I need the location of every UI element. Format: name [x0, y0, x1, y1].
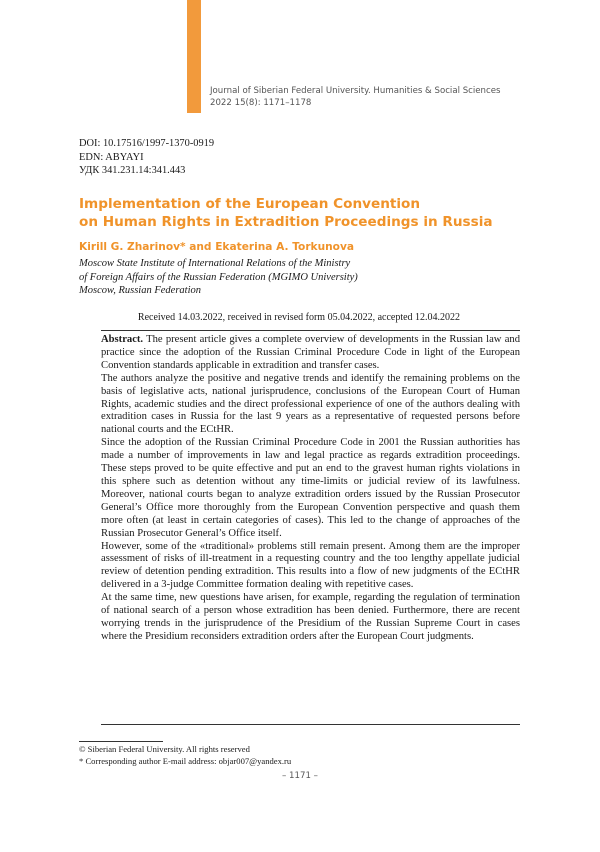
abstract: [101, 334, 520, 644]
affiliation-line-3: Moscow, Russian Federation: [79, 285, 202, 296]
copyright-note: © Siberian Federal University. All rights reserved: [79, 744, 250, 754]
title-line-2: on Human Rights in Extradition Proceedings in Russia: [79, 213, 493, 230]
journal-header: [210, 86, 501, 109]
title-line-1: Implementation of the European Convention: [79, 196, 421, 212]
journal-volume: 2022 15(8): 1171–1178: [210, 97, 312, 108]
edn: EDN: ABYAYI: [79, 151, 144, 163]
doi: DOI: 10.17516/1997-1370-0919: [79, 138, 215, 149]
article-title: [79, 196, 519, 231]
affiliation-line-2: of Foreign Affairs of the Russian Federation (MGIMO University): [79, 271, 358, 283]
affiliation-line-1: Moscow State Institute of International Relations of the Ministry: [79, 258, 351, 269]
received-dates: Received 14.03.2022, received in revised form 05.04.2022, accepted 12.04.2022: [137, 312, 461, 323]
abstract-paragraph-3: Since the adoption of the Russian Criminal Procedure Code in 2001 the Russian authorities has made a number of improvements in law and legal practice as regards extradition proceedings. These steps proved to be quite effective and put an end to the gravest human rights violations in this sphere such as detention without any time-limits or judicial review of its lawfulness. Moreover, national courts began to analyze extradition orders issued by the Russian Prosecutor General’s Office more thoroughly from the European Convention perspective and quash them more often (at least in certain categories of cases). This led to the change of approaches of the Russian Prosecutor General’s Office itself.: [101, 437, 520, 539]
abstract-paragraph-5: At the same time, new questions have arisen, for example, regarding the regulation of termination of national search of a person whose extradition has been denied. Furthermore, there are recent worrying trends in the jurisprudence of the Presidium of the Russian Supreme Court in cases where the Presidium reconsiders extradition orders after the European Court judgments.: [101, 592, 520, 642]
abstract-paragraph-1: [101, 334, 520, 373]
journal-accent-bar: [187, 0, 201, 113]
page-number: – 1171 –: [282, 771, 318, 781]
abstract-label: Abstract.: [101, 334, 144, 345]
abstract-paragraph-4: However, some of the «traditional» problems still remain present. Among them are the improper assessment of risks of ill-treatment in a requesting country and the too lengthy appellate judicial review of detention pending extradition. This results into a flow of new judgments of the ECtHR delivered in a 3-judge Committee formation dealing with repetitive cases.: [101, 540, 520, 591]
corresponding-author-note: * Corresponding author E-mail address: objar007@yandex.ru: [79, 755, 292, 766]
abstract-top-rule: [101, 330, 520, 331]
footnote-rule: [79, 741, 163, 742]
journal-name: Journal of Siberian Federal University. Humanities & Social Sciences: [210, 86, 501, 96]
article-identifiers: [79, 137, 214, 178]
udk: УДК 341.231.14:341.443: [79, 165, 186, 176]
footnotes: [79, 744, 291, 767]
abstract-bottom-rule: [101, 724, 520, 725]
abstract-paragraph-2: The authors analyze the positive and negative trends and identify the remaining problems on the basis of legislative acts, national jurisprudence, conclusions of the European Court of Human Rights, academic studies and the direct professional experience of one of the authors dealing with extradition cases in Russia for the last 9 years as a representative of requested persons before national courts and the ECtHR.: [101, 372, 520, 436]
authors: Kirill G. Zharinov* and Ekaterina A. Torkunova: [79, 241, 355, 253]
affiliation: [79, 257, 358, 298]
abstract-text-1: The present article gives a complete overview of developments in the Russian law and practice since the adoption of the Russian Criminal Procedure Code in light of the European Convention standards applicable in extradition and transfer cases.: [101, 334, 520, 371]
